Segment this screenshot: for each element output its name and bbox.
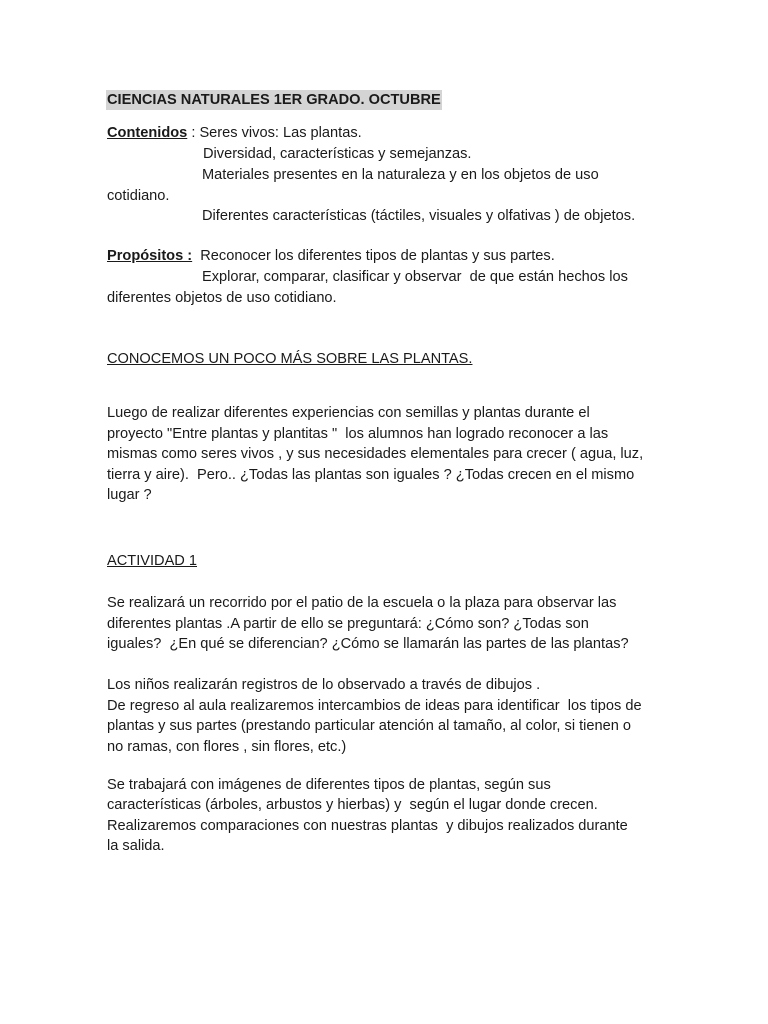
contenidos-item-4: Diferentes características (táctiles, visuales y olfativas ) de objetos.	[202, 208, 636, 224]
activity-p3-line: la salida.	[107, 838, 165, 854]
intro-line: Luego de realizar diferentes experiencias con semillas y plantas durante el	[107, 405, 590, 421]
contenidos-separator: :	[187, 125, 200, 141]
propositos-item-2-cont: diferentes objetos de uso cotidiano.	[107, 290, 337, 306]
activity-p2-line: plantas y sus partes (prestando particular atención al tamaño, al color, si tienen o	[107, 718, 632, 734]
intro-line: tierra y aire). Pero.. ¿Todas las plantas son iguales ? ¿Todas crecen en el mismo	[107, 467, 635, 483]
activity-p3-line: Realizaremos comparaciones con nuestras plantas y dibujos realizados durante	[107, 818, 628, 834]
document-title: CIENCIAS NATURALES 1ER GRADO. OCTUBRE	[107, 92, 441, 108]
intro-line: proyecto "Entre plantas y plantitas " los alumnos han logrado reconocer a las	[107, 426, 609, 442]
propositos-item-1: Reconocer los diferentes tipos de plantas y sus partes.	[200, 248, 555, 264]
activity-p1-line: diferentes plantas .A partir de ello se preguntará: ¿Cómo son? ¿Todas son	[107, 616, 589, 632]
activity-p2-line: no ramas, con flores , sin flores, etc.)	[107, 739, 347, 755]
propositos-line-1	[107, 246, 555, 266]
contenidos-item-1: Seres vivos: Las plantas.	[199, 125, 362, 141]
contenidos-item-2: Diversidad, características y semejanzas.	[203, 146, 472, 162]
propositos-item-2: Explorar, comparar, clasificar y observar de que están hechos los	[202, 269, 628, 285]
activity-p3-line: características (árboles, arbustos y hierbas) y según el lugar donde crecen.	[107, 797, 598, 813]
section-heading: CONOCEMOS UN POCO MÁS SOBRE LAS PLANTAS.	[107, 351, 473, 367]
contenidos-item-3-cont: cotidiano.	[107, 188, 170, 204]
contenidos-line-1	[107, 123, 362, 143]
activity-p1-line: iguales? ¿En qué se diferencian? ¿Cómo se llamarán las partes de las plantas?	[107, 636, 629, 652]
intro-line: mismas como seres vivos , y sus necesidades elementales para crecer ( agua, luz,	[107, 446, 644, 462]
activity-heading: ACTIVIDAD 1	[107, 553, 198, 569]
activity-p1-line: Se realizará un recorrido por el patio de la escuela o la plaza para observar las	[107, 595, 617, 611]
contenidos-label: Contenidos	[107, 125, 188, 141]
contenidos-item-3: Materiales presentes en la naturaleza y en los objetos de uso	[202, 167, 599, 183]
intro-line: lugar ?	[107, 487, 152, 503]
activity-p3-line: Se trabajará con imágenes de diferentes tipos de plantas, según sus	[107, 777, 551, 793]
activity-p2-line: Los niños realizarán registros de lo observado a través de dibujos .	[107, 677, 541, 693]
propositos-label: Propósitos :	[107, 248, 193, 264]
activity-p2-line: De regreso al aula realizaremos intercambios de ideas para identificar los tipos de	[107, 698, 642, 714]
